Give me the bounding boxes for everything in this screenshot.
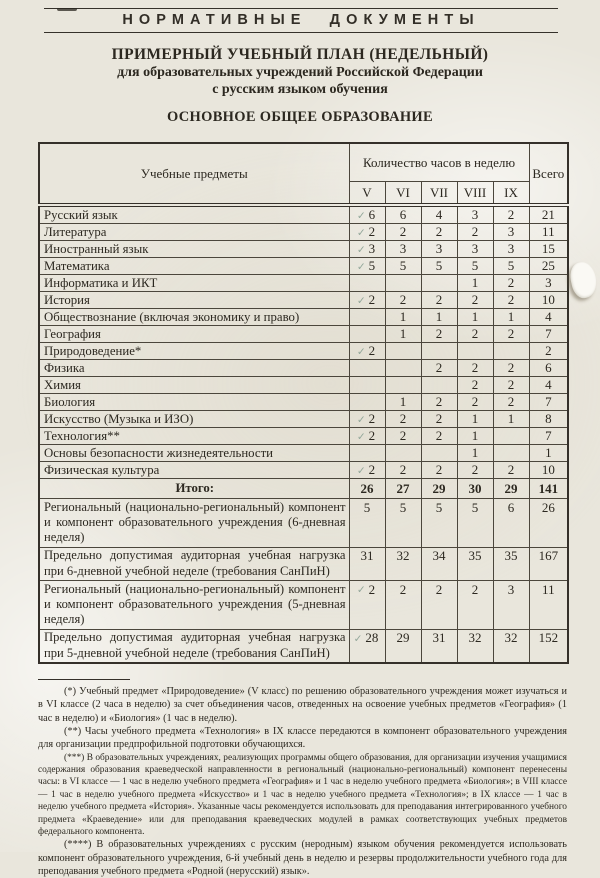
hours-cell: 2 bbox=[421, 581, 457, 630]
checkmark-icon: ✓ bbox=[356, 295, 366, 307]
total-cell: 6 bbox=[529, 360, 568, 377]
table-row bbox=[39, 462, 568, 479]
table-row bbox=[39, 629, 568, 663]
hours-cell: ✓ 2 bbox=[349, 343, 385, 360]
hours-cell: 5 bbox=[421, 258, 457, 275]
total-cell: 7 bbox=[529, 428, 568, 445]
hours-cell bbox=[421, 445, 457, 462]
table-row bbox=[39, 499, 568, 548]
hours-cell: ✓ 3 bbox=[349, 241, 385, 258]
total-cell: 21 bbox=[529, 205, 568, 224]
subject-cell: Технология** bbox=[39, 428, 349, 445]
hours-cell: ✓ 2 bbox=[349, 224, 385, 241]
hours-group-header: Количество часов в неделю bbox=[349, 143, 529, 182]
hours-cell: 34 bbox=[421, 547, 457, 580]
hours-cell: 2 bbox=[421, 224, 457, 241]
total-cell: 152 bbox=[529, 629, 568, 663]
checkmark-icon: ✓ bbox=[356, 414, 366, 426]
total-cell: 8 bbox=[529, 411, 568, 428]
hours-cell: ✓ 6 bbox=[349, 205, 385, 224]
hours-cell: 2 bbox=[385, 292, 421, 309]
hours-cell: 2 bbox=[493, 394, 529, 411]
total-cell: 26 bbox=[529, 499, 568, 548]
hours-cell: ✓ 2 bbox=[349, 462, 385, 479]
hours-cell: 2 bbox=[493, 377, 529, 394]
subject-cell: Физическая культура bbox=[39, 462, 349, 479]
total-cell: 2 bbox=[529, 343, 568, 360]
hours-cell bbox=[349, 377, 385, 394]
hours-cell: 6 bbox=[493, 499, 529, 548]
hours-cell: 1 bbox=[457, 411, 493, 428]
hours-cell: 3 bbox=[493, 581, 529, 630]
subject-cell: Обществознание (включая экономику и право) bbox=[39, 309, 349, 326]
total-cell: 7 bbox=[529, 326, 568, 343]
hours-cell: 35 bbox=[493, 547, 529, 580]
hours-cell bbox=[385, 377, 421, 394]
hours-cell: ✓ 5 bbox=[349, 258, 385, 275]
hours-cell: ✓ 2 bbox=[349, 292, 385, 309]
table-row bbox=[39, 241, 568, 258]
hours-cell: 1 bbox=[385, 394, 421, 411]
hours-cell bbox=[385, 343, 421, 360]
class-column-header: VII bbox=[421, 182, 457, 206]
checkmark-icon: ✓ bbox=[353, 633, 363, 645]
hours-cell bbox=[349, 394, 385, 411]
table-row bbox=[39, 411, 568, 428]
hours-cell: 1 bbox=[385, 309, 421, 326]
checkmark-icon: ✓ bbox=[356, 210, 366, 222]
totals-row bbox=[39, 479, 568, 499]
hours-cell: 2 bbox=[421, 326, 457, 343]
hours-cell: 6 bbox=[385, 205, 421, 224]
checkmark-icon: ✓ bbox=[356, 465, 366, 477]
rubric-title: НОРМАТИВНЫЕ ДОКУМЕНТЫ bbox=[122, 12, 480, 28]
table-row bbox=[39, 258, 568, 275]
hours-cell: 1 bbox=[385, 326, 421, 343]
hours-cell bbox=[385, 360, 421, 377]
hours-cell: 27 bbox=[385, 479, 421, 499]
subject-cell: Химия bbox=[39, 377, 349, 394]
hours-cell: 2 bbox=[421, 394, 457, 411]
hours-cell: ✓ 28 bbox=[349, 629, 385, 663]
hours-cell: 29 bbox=[385, 629, 421, 663]
hours-cell bbox=[421, 275, 457, 292]
total-cell: 3 bbox=[529, 275, 568, 292]
subject-cell: Итого: bbox=[39, 479, 349, 499]
table-row bbox=[39, 428, 568, 445]
class-column-header: V bbox=[349, 182, 385, 206]
hours-cell: 29 bbox=[493, 479, 529, 499]
total-cell: 4 bbox=[529, 309, 568, 326]
hours-cell: 31 bbox=[349, 547, 385, 580]
hours-cell: 5 bbox=[421, 499, 457, 548]
hours-cell: 3 bbox=[493, 241, 529, 258]
subject-cell: Региональный (национально-региональный) компонент и компонент образовательного учреждения (5-дневная неделя) bbox=[39, 581, 349, 630]
curriculum-table bbox=[38, 142, 569, 664]
class-column-header: VI bbox=[385, 182, 421, 206]
hours-cell: 1 bbox=[457, 445, 493, 462]
footnotes-block bbox=[38, 685, 567, 878]
hours-cell: 2 bbox=[493, 275, 529, 292]
subject-cell: Математика bbox=[39, 258, 349, 275]
footnote: (****) В образовательных учреждениях с русским (неродным) языком обучения рекомендуется использовать компонент образовательного учреждения, 6-й учебный день в неделю и резервы продолжительности учебного года для преподавания учебного предмета «Родной (нерусский) язык». bbox=[38, 839, 567, 877]
total-column-header: Всего bbox=[529, 143, 568, 205]
hours-cell: 1 bbox=[457, 309, 493, 326]
hours-cell: 2 bbox=[421, 411, 457, 428]
total-cell: 167 bbox=[529, 547, 568, 580]
table-row bbox=[39, 326, 568, 343]
hours-cell bbox=[385, 445, 421, 462]
hours-cell: 3 bbox=[457, 205, 493, 224]
class-column-header: VIII bbox=[457, 182, 493, 206]
footnote-divider bbox=[38, 679, 130, 680]
hours-cell: 5 bbox=[385, 499, 421, 548]
hours-cell: 2 bbox=[385, 462, 421, 479]
hours-cell: 5 bbox=[493, 258, 529, 275]
hours-cell: 1 bbox=[457, 428, 493, 445]
hours-cell: 2 bbox=[493, 326, 529, 343]
document-subtitle-line2: с русским языком обучения bbox=[212, 82, 388, 97]
subject-cell: Предельно допустимая аудиторная учебная нагрузка при 6-дневной учебной неделе (требования СанПиН) bbox=[39, 547, 349, 580]
table-header-row-1 bbox=[39, 143, 568, 182]
subject-cell: Русский язык bbox=[39, 205, 349, 224]
page-header-band bbox=[44, 8, 558, 33]
hours-cell: 26 bbox=[349, 479, 385, 499]
hours-cell: 2 bbox=[457, 462, 493, 479]
hours-cell: 3 bbox=[421, 241, 457, 258]
subject-cell: История bbox=[39, 292, 349, 309]
hours-cell: 2 bbox=[385, 428, 421, 445]
subject-cell: Информатика и ИКТ bbox=[39, 275, 349, 292]
hours-cell: 2 bbox=[493, 205, 529, 224]
document-title-block bbox=[0, 46, 600, 98]
hours-cell: 1 bbox=[457, 275, 493, 292]
hours-cell: 2 bbox=[385, 581, 421, 630]
hours-cell bbox=[385, 275, 421, 292]
checkmark-icon: ✓ bbox=[356, 227, 366, 239]
hours-cell: ✓ 2 bbox=[349, 411, 385, 428]
checkmark-icon: ✓ bbox=[356, 346, 366, 358]
total-cell: 15 bbox=[529, 241, 568, 258]
checkmark-icon: ✓ bbox=[356, 431, 366, 443]
hours-cell: 32 bbox=[385, 547, 421, 580]
total-cell: 4 bbox=[529, 377, 568, 394]
hours-cell bbox=[349, 275, 385, 292]
footnote: (*) Учебный предмет «Природоведение» (V класс) по решению образовательного учреждения может изучаться и в VI классе (2 часа в неделю) за счет объединения часов, отведенных на освоение учебных предметов «География» (1 час в неделю) и «Биология» (1 час в неделю). bbox=[38, 686, 567, 724]
total-cell: 141 bbox=[529, 479, 568, 499]
class-column-header: IX bbox=[493, 182, 529, 206]
hours-cell bbox=[421, 343, 457, 360]
hours-cell: 2 bbox=[421, 292, 457, 309]
subject-cell: Литература bbox=[39, 224, 349, 241]
section-title: ОСНОВНОЕ ОБЩЕЕ ОБРАЗОВАНИЕ bbox=[167, 109, 433, 125]
hours-cell: 2 bbox=[385, 224, 421, 241]
table-row bbox=[39, 292, 568, 309]
hours-cell: 2 bbox=[493, 292, 529, 309]
table-row bbox=[39, 343, 568, 360]
table-row bbox=[39, 445, 568, 462]
total-cell: 1 bbox=[529, 445, 568, 462]
checkmark-icon: ✓ bbox=[356, 261, 366, 273]
hours-cell: 5 bbox=[349, 499, 385, 548]
hours-cell: 31 bbox=[421, 629, 457, 663]
hours-cell: 2 bbox=[457, 377, 493, 394]
hours-cell: 3 bbox=[493, 224, 529, 241]
table-row bbox=[39, 309, 568, 326]
hours-cell: 2 bbox=[493, 360, 529, 377]
table-row bbox=[39, 224, 568, 241]
hours-cell: 4 bbox=[421, 205, 457, 224]
hours-cell: 5 bbox=[457, 499, 493, 548]
hours-cell bbox=[493, 445, 529, 462]
checkmark-icon: ✓ bbox=[356, 244, 366, 256]
table-row bbox=[39, 275, 568, 292]
total-cell: 10 bbox=[529, 292, 568, 309]
hours-cell: 1 bbox=[493, 309, 529, 326]
subject-cell: Предельно допустимая аудиторная учебная нагрузка при 5-дневной учебной неделе (требования СанПиН) bbox=[39, 629, 349, 663]
hours-cell bbox=[493, 428, 529, 445]
subject-cell: Искусство (Музыка и ИЗО) bbox=[39, 411, 349, 428]
subject-cell: География bbox=[39, 326, 349, 343]
table-row bbox=[39, 581, 568, 630]
document-title: ПРИМЕРНЫЙ УЧЕБНЫЙ ПЛАН (НЕДЕЛЬНЫЙ) bbox=[111, 46, 489, 63]
table-row bbox=[39, 394, 568, 411]
hours-cell: 2 bbox=[421, 428, 457, 445]
hours-cell: 2 bbox=[457, 292, 493, 309]
hours-cell: 5 bbox=[457, 258, 493, 275]
hours-cell: ✓ 2 bbox=[349, 428, 385, 445]
total-cell: 11 bbox=[529, 224, 568, 241]
hours-cell bbox=[493, 343, 529, 360]
total-cell: 10 bbox=[529, 462, 568, 479]
table-row bbox=[39, 360, 568, 377]
hours-cell: 2 bbox=[457, 394, 493, 411]
hours-cell bbox=[349, 360, 385, 377]
subject-cell: Иностранный язык bbox=[39, 241, 349, 258]
hours-cell: 2 bbox=[457, 326, 493, 343]
hours-cell bbox=[421, 377, 457, 394]
hours-cell: 30 bbox=[457, 479, 493, 499]
total-cell: 25 bbox=[529, 258, 568, 275]
footnote: (***) В образовательных учреждениях, реализующих программы общего образования, для организации изучения учащимися содержания образования краеведческой направленности в региональный (национально-региональный) компонент перенесены часы: в VI классе — 1 час в неделю учебного предмета «География» и 1 час в неделю учебного предмета «Биология»; в VIII классе — 1 час в неделю учебного предмета «Искусство» и 1 час в неделю учебного предмета «Технология»; в IX классе — 1 час в неделю учебного предмета «История». Указанные часы рекомендуется использовать для преподавания интегрированного учебного предмета «Краеведение» или для преподавания краеведческих модулей в рамках соответствующих учебных предметов федерального компонента. bbox=[38, 752, 567, 837]
checkmark-icon: ✓ bbox=[356, 585, 366, 597]
subject-cell: Физика bbox=[39, 360, 349, 377]
hours-cell bbox=[349, 309, 385, 326]
hours-cell: 35 bbox=[457, 547, 493, 580]
hours-cell: 2 bbox=[457, 581, 493, 630]
table-row bbox=[39, 547, 568, 580]
hours-cell: 1 bbox=[421, 309, 457, 326]
hours-cell: 5 bbox=[385, 258, 421, 275]
total-cell: 7 bbox=[529, 394, 568, 411]
hours-cell: 2 bbox=[457, 360, 493, 377]
scan-artifact-mark bbox=[57, 8, 77, 11]
subject-cell: Основы безопасности жизнедеятельности bbox=[39, 445, 349, 462]
footnote: (**) Часы учебного предмета «Технология» в IX классе передаются в компонент образовательного учреждения для организации предпрофильной подготовки обучающихся. bbox=[38, 725, 567, 751]
hours-cell: 2 bbox=[457, 224, 493, 241]
total-cell: 11 bbox=[529, 581, 568, 630]
hours-cell: 2 bbox=[493, 462, 529, 479]
paper-hole-artifact bbox=[568, 260, 600, 300]
hours-cell: ✓ 2 bbox=[349, 581, 385, 630]
hours-cell: 32 bbox=[493, 629, 529, 663]
hours-cell: 32 bbox=[457, 629, 493, 663]
hours-cell: 1 bbox=[493, 411, 529, 428]
subject-cell: Биология bbox=[39, 394, 349, 411]
hours-cell: 2 bbox=[421, 462, 457, 479]
subjects-column-header: Учебные предметы bbox=[39, 143, 349, 205]
table-row bbox=[39, 205, 568, 224]
document-subtitle-line1: для образовательных учреждений Российской Федерации bbox=[117, 65, 483, 80]
hours-cell: 3 bbox=[457, 241, 493, 258]
subject-cell: Региональный (национально-региональный) компонент и компонент образовательного учреждения (6-дневная неделя) bbox=[39, 499, 349, 548]
hours-cell: 2 bbox=[421, 360, 457, 377]
hours-cell bbox=[349, 445, 385, 462]
table-row bbox=[39, 377, 568, 394]
hours-cell bbox=[349, 326, 385, 343]
hours-cell: 2 bbox=[385, 411, 421, 428]
hours-cell: 3 bbox=[385, 241, 421, 258]
subject-cell: Природоведение* bbox=[39, 343, 349, 360]
hours-cell: 29 bbox=[421, 479, 457, 499]
hours-cell bbox=[457, 343, 493, 360]
